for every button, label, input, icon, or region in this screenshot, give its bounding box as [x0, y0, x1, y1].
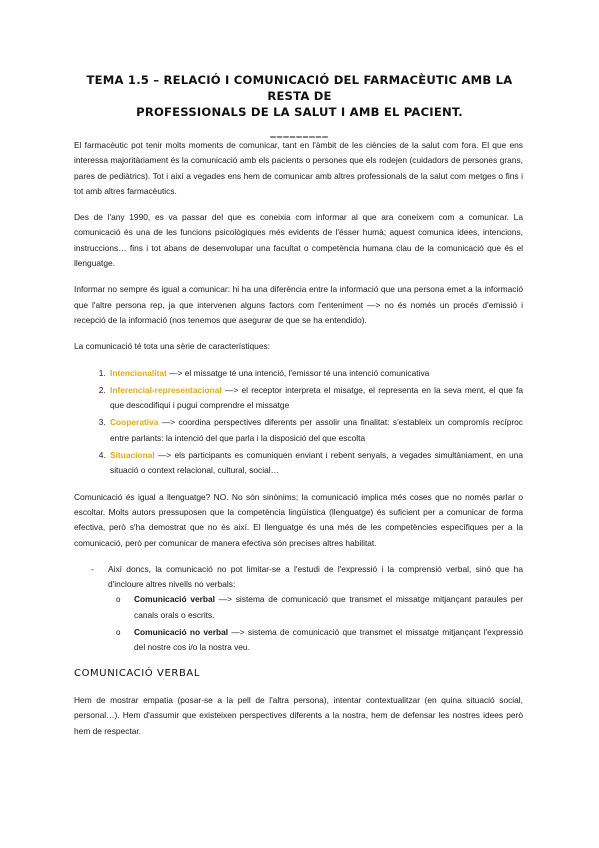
characteristics-list	[74, 366, 523, 479]
title-underline: _________	[270, 125, 329, 138]
list-item	[134, 592, 523, 623]
characteristic-term: Situacional	[110, 450, 155, 461]
document-title	[74, 72, 525, 140]
list-item	[108, 415, 523, 446]
characteristic-text: —> el missatge té una intenció, l'emissor té una intenció comunicativa	[166, 367, 430, 378]
characteristic-term: Inferencial-representacional	[110, 384, 222, 395]
list-item	[134, 625, 523, 656]
paragraph-intro: El farmacèutic pot tenir molts moments de comunicar, tant en l'àmbit de les ciències de la salut com fora. El que ens interessa majoritàriament és la comunicació amb els pacients o persones que els rodejen (cuidadors de persones grans, pares de pediàtrics). Tot i així a vegades ens hem de comunicar amb altres professionals de la salut com metges o fins i tot amb altres farmacèutics.	[74, 140, 523, 196]
list-item	[108, 366, 523, 381]
dash-list	[74, 562, 523, 656]
characteristic-term: Cooperativa	[110, 417, 159, 428]
document-body	[74, 138, 523, 750]
paragraph-language: Comunicació és igual a llenguatge? NO. No són sinònims; la comunicació implica més coses que no només parlar o escoltar. Molts autors pressuposen que la competència lingüística (llenguatge) és suficient per a comunicar de forma efectiva, però s'ha demostrat que no és així. El llenguatge és una més de les competències específiques per a la comunicació, però per comunicar de manera efectiva són precises altres habilitat.	[74, 491, 523, 548]
title-line-2: PROFESSIONALS DE LA SALUT I AMB EL PACIENT.	[136, 105, 463, 119]
sub-item-text: —> sistema de comunicació que transmet el missatge mitjançant l'expressió del nostre cos i/o la nostra veu.	[134, 627, 523, 653]
sub-item-text: —> sistema de comunicació que transmet el missatge mitjançant paraules per canals orals o escrits.	[134, 594, 523, 620]
paragraph-inform-vs-communicate: Informar no sempre és igual a comunicar: hi ha una diferència entre la informació que una persona emet a la informació que l'altre persona rep, ja que intervenen alguns factors com l'enteniment —> no és només un procés d'emissió i recepció de la informació (nos tenemos que asegurar de que se ha entendido).	[74, 284, 523, 325]
sub-item-term: Comunicació verbal	[134, 594, 215, 605]
characteristic-term: Intencionalitat	[110, 367, 167, 378]
paragraph-characteristics-intro: La comunicació té tota una sèrie de característiques:	[74, 341, 270, 352]
characteristic-text: —> els participants es comuniquen enviant i rebent senyals, a vegades simultàniament, en una situació o context relacional, cultural, social…	[110, 450, 523, 476]
sub-list	[108, 592, 523, 655]
paragraph-history: Des de l'any 1990, es va passar del que es coneixia com informar al que ara coneixem com a comunicar. La comunicació és una de les funcions psicològiques més evidents de l'ésser humà; aquest comunica idees, intencions, instruccions… fins i tot abans de desenvolupar una facultat o competència humana clau de la comunicació que és el llenguatge.	[74, 212, 523, 269]
sub-item-term: Comunicació no verbal	[134, 627, 229, 638]
section-heading: COMUNICACIÓ VERBAL	[74, 667, 201, 679]
title-line-1: TEMA 1.5 – RELACIÓ I COMUNICACIÓ DEL FARMACÈUTIC AMB LA RESTA DE	[86, 73, 513, 103]
list-item	[108, 383, 523, 414]
characteristic-text: —> coordina perspectives diferents per assolir una finalitat: s'estableix un compromís recíproc entre parlants: la intenció del que parla i la disposició del que escolta	[110, 417, 523, 443]
list-item	[108, 448, 523, 479]
dash-item-text: Així doncs, la comunicació no pot limitar-se a l'estudi de l'expressió i la comprensió verbal, sinó que ha d'incloure altres nivells no verbals:	[108, 563, 523, 590]
list-item	[108, 562, 523, 656]
characteristic-text: —> el receptor interpreta el misatge, el representa en la seva ment, el que fa que descodifiqui i pugui comprendre el missatge	[110, 384, 523, 411]
paragraph-verbal-communication: Hem de mostrar empatia (posar-se a la pell de l'altra persona), intentar contextualitzar (en quina situació social, personal…). Hem d'assumir que existeixen perspectives diferents a la nostra, hem de defensar les nostres idees però hem de respectar.	[74, 694, 523, 736]
